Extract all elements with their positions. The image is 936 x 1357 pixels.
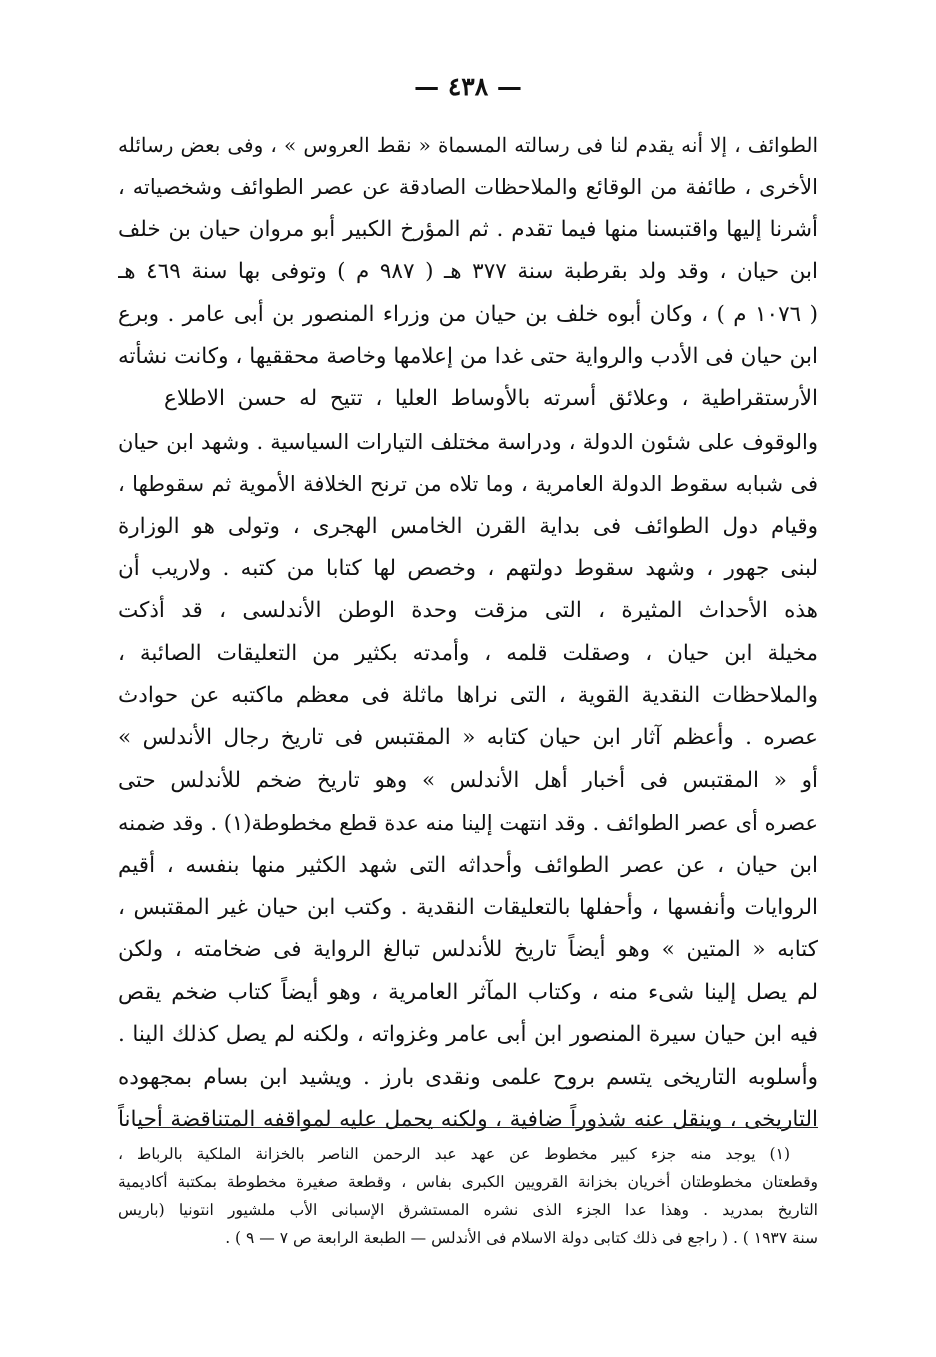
- text-line: لبنى جهور ، وشهد سقوط دولتهم ، وخصص لها كتابا من كتبه . ولاريب أن: [118, 555, 818, 581]
- text-line: ابن حيان ، وقد ولد بقرطبة سنة ٣٧٧ هـ ( ٩٨٧ م ) وتوفى بها سنة ٤٦٩ هـ: [118, 259, 818, 285]
- text-line: الروايات وأنفسها ، وأحفلها بالتعليقات النقدية . وكتب ابن حيان غير المقتبس ،: [118, 895, 818, 921]
- footnote-line: وقطعتان مخطوطتان أخريان بخزانة القرويين الكبرى بفاس ، وقطعة صغيرة مخطوطة بمكتبة أكاديمية: [118, 1173, 818, 1191]
- text-line: وأسلوبه التاريخى يتسم بروح علمى ونقدى بارز . ويشيد ابن بسام بمجهوده: [118, 1064, 818, 1090]
- text-line: هذه الأحداث المثيرة ، التى مزقت وحدة الوطن الأندلسى ، قد أذكت: [118, 598, 818, 624]
- text-line: مخيلة ابن حيان ، وصقلت قلمه ، وأمدته بكثير من التعليقات الصائبة ،: [118, 640, 818, 666]
- text-line: عصره أى عصر الطوائف . وقد انتهت إلينا منه عدة قطع مخطوطة(١) . وقد ضمنه: [118, 811, 818, 836]
- footnote: [118, 1140, 818, 1252]
- text-line: كتابه « المتين » وهو أيضاً تاريخ للأندلس تبالغ الرواية فى ضخامته ، ولكن: [118, 937, 818, 963]
- text-line: التاريخى ، وينقل عنه شذوراً ضافية ، ولكنه يحمل عليه لمواقفه المتناقضة أحياناً: [118, 1106, 818, 1132]
- text-line: أشرنا إليها واقتبسنا منها فيما تقدم . ثم المؤرخ الكبير أبو مروان حيان بن خلف: [118, 216, 818, 242]
- text-line: فيه ابن حيان سيرة المنصور ابن أبى عامر وغزواته ، ولكنه لم يصل كذلك الينا .: [118, 1022, 818, 1048]
- page-number: — ٤٣٨ —: [414, 72, 522, 101]
- text-line: فى شبابه سقوط الدولة العامرية ، وما تلاه من ترنح الخلافة الأموية ثم سقوطها ،: [118, 472, 818, 497]
- text-line: ( ١٠٧٦ م ) ، وكان أبوه خلف بن حيان من وزراء المنصور بن أبى عامر . وبرع: [118, 301, 818, 327]
- text-line: أو « المقتبس فى أخبار أهل الأندلس » وهو تاريخ ضخم للأندلس حتى: [118, 767, 818, 793]
- main-text: [118, 124, 818, 1141]
- text-line: الأرستقراطية ، وعلائق أسرته بالأوساط العليا ، تتيح له حسن الاطلاع: [164, 386, 818, 412]
- text-line: وقيام دول الطوائف فى بداية القرن الخامس الهجرى ، وتولى هو الوزارة: [118, 513, 818, 539]
- text-line: عصره . وأعظم آثار ابن حيان كتابه « المقتبس فى تاريخ رجال الأندلس »: [118, 725, 818, 751]
- footnote-line: سنة ١٩٣٧ ) . ( راجع فى ذلك كتابى دولة الاسلام فى الأندلس — الطبعة الرابعة ص ٧ — ٩ ) .: [225, 1229, 818, 1247]
- text-line: والملاحظات النقدية القوية ، التى نراها ماثلة فى معظم ماكتبه عن حوادث: [118, 683, 818, 709]
- footnote-divider: [138, 1127, 818, 1128]
- text-line: ابن حيان ، عن عصر الطوائف وأحداثه التى شهد الكثير منها بنفسه ، أقيم: [118, 852, 818, 878]
- text-line: الأخرى ، طائفة من الوقائع والملاحظات الصادقة عن عصر الطوائف وشخصياته ،: [118, 175, 818, 200]
- text-line: ابن حيان فى الأدب والرواية حتى غدا من إعلامها وخاصة محققيها ، وكانت نشأته: [118, 343, 818, 369]
- footnote-line: (١) يوجد منه جزء كبير مخطوط عن عهد عبد الرحمن الناصر بالخزانة الملكية بالرباط ،: [118, 1145, 790, 1163]
- footnote-line: التاريخ بمدريد . وهذا عدا الجزء الذى نشره المستشرق الإسبانى الأب ملشيور انتونيا (باريس: [118, 1201, 818, 1219]
- text-line: لم يصل إلينا شىء منه ، وكتاب المآثر العامرية ، وهو أيضاً كتاب ضخم يقص: [118, 979, 818, 1005]
- text-line: الطوائف ، إلا أنه يقدم لنا فى رسالته المسماة « نقط العروس » ، وفى بعض رسائله: [118, 133, 818, 157]
- text-line: والوقوف على شئون الدولة ، ودراسة مختلف التيارات السياسية . وشهد ابن حيان: [118, 429, 818, 454]
